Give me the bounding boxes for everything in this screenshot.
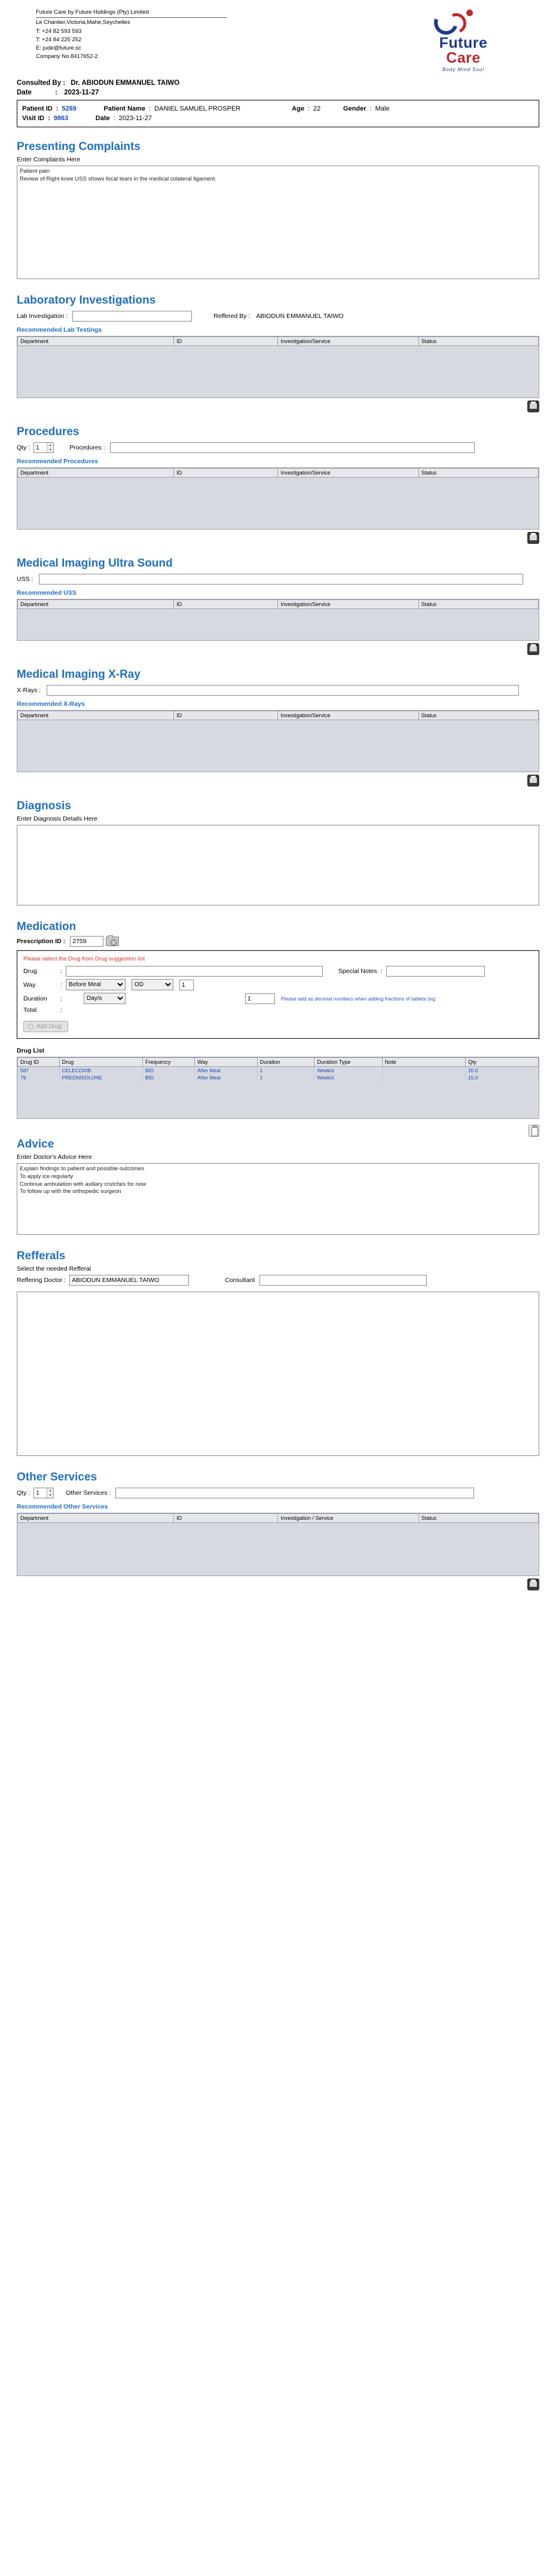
print-other-services-button[interactable] — [527, 1578, 539, 1590]
uss-grid-empty-area — [17, 609, 539, 640]
print-procedures-button[interactable] — [527, 532, 539, 544]
other-col-status: Status — [418, 1514, 538, 1523]
lab-col-status: Status — [418, 337, 538, 346]
drug-grid-empty-area — [17, 1081, 539, 1118]
print-lab-button[interactable] — [527, 400, 539, 412]
patient-name-value: DANIEL SAMUEL PROSPER — [154, 105, 241, 112]
procedures-qty-value: 1 — [36, 444, 39, 451]
drug-cell-qty: 20.0 — [466, 1067, 539, 1075]
drug-col-duration: Duration — [257, 1058, 314, 1067]
date-value: 2023-11-27 — [64, 89, 99, 96]
procedures-qty-stepper[interactable]: 1 ▲ ▼ — [33, 442, 54, 453]
gender-separator: : — [369, 105, 372, 112]
proc-col-department: Department — [18, 469, 174, 478]
clinic-email: E: jude@future.sc — [36, 45, 81, 51]
uss-grid[interactable] — [17, 599, 539, 641]
clinic-phone-1: T: +24 82 593 593 — [36, 27, 82, 35]
lab-col-department: Department — [18, 337, 174, 346]
visit-date-separator: : — [113, 115, 115, 122]
clipboard-icon[interactable] — [528, 1125, 539, 1137]
drug-label: Drug — [23, 968, 37, 975]
procedures-label: Procedures : — [69, 444, 105, 451]
visit-id-label: Visit ID — [22, 115, 45, 122]
recommended-procedures-label: Recommended Procedures — [17, 458, 98, 465]
other-col-id: ID — [174, 1514, 278, 1523]
recommended-xrays-label: Recommended X-Rays — [17, 700, 85, 708]
camera-icon[interactable] — [106, 937, 119, 946]
drug-cell-note — [382, 1067, 465, 1075]
duration-hint: Please add as decimal numbers when adding fractions of tablets (eg: — [280, 995, 436, 1002]
consulted-by-label: Consulted By : — [17, 79, 66, 87]
recommended-lab-testings-label: Recommended Lab Testings — [17, 326, 102, 334]
procedures-qty-label: Qty : — [17, 444, 30, 451]
way-select[interactable] — [66, 979, 126, 990]
procedures-input[interactable] — [110, 442, 475, 453]
prescription-id-label: Prescription ID : — [17, 938, 66, 945]
lab-col-id: ID — [174, 337, 278, 346]
add-drug-button[interactable] — [23, 1021, 68, 1032]
section-title-diagnosis: Diagnosis — [17, 800, 71, 812]
xray-col-department: Department — [18, 711, 174, 720]
other-services-input[interactable] — [115, 1488, 474, 1498]
referrals-sublabel: Select the needed Refferal — [17, 1265, 91, 1272]
uss-col-id: ID — [174, 600, 278, 609]
medication-entry-panel: Please select the Drug from Drug suggestion list Drug : Special Notes : Way : Before Meal OD 1 Duration : Day/s 1 Please add as decimal numbers when adding fractions of tablets (eg: Total : + Add Drug — [17, 950, 539, 1039]
xray-label: X-Rays : — [17, 687, 41, 694]
diagnosis-textarea[interactable] — [17, 825, 539, 905]
xray-col-service: Investigation/Service — [278, 711, 418, 720]
uss-label: USS : — [17, 576, 33, 583]
advice-textarea[interactable] — [17, 1163, 539, 1235]
table-row[interactable] — [18, 1074, 539, 1081]
plus-icon: + — [28, 1023, 34, 1030]
patient-info-box — [17, 100, 539, 127]
section-title-referrals: Refferals — [17, 1250, 66, 1262]
logo-mark-icon — [407, 10, 520, 36]
age-value: 22 — [313, 105, 321, 112]
add-drug-label: Add Drug — [36, 1023, 62, 1030]
logo — [407, 8, 520, 72]
special-notes-input[interactable] — [386, 966, 485, 977]
duration-type-select[interactable] — [84, 993, 126, 1004]
print-xray-button[interactable] — [527, 775, 539, 787]
lab-results-grid[interactable] — [17, 336, 539, 398]
drug-cell-duration-type: Week/s — [314, 1067, 382, 1075]
referrals-textarea[interactable] — [17, 1292, 539, 1456]
referred-by-label: Reffered By : — [213, 313, 250, 320]
patient-id-value: 5269 — [62, 105, 77, 112]
drug-cell-note — [382, 1074, 465, 1081]
procedures-grid[interactable] — [17, 467, 539, 530]
drug-col-qty: Qty — [466, 1058, 539, 1067]
presenting-complaints-sublabel: Enter Complaints Here — [17, 156, 81, 163]
drug-col-duration-type: Duration Type — [314, 1058, 382, 1067]
referring-doctor-input[interactable] — [69, 1275, 189, 1286]
medication-warning: Please select the Drug from Drug suggestion list — [23, 956, 145, 962]
drug-cell-id: 79 — [18, 1074, 60, 1081]
drug-cell-way: After Meal — [195, 1074, 258, 1081]
xray-grid[interactable] — [17, 710, 539, 772]
drug-cell-way: After Meal — [195, 1067, 258, 1075]
drug-cell-duration: 1 — [257, 1067, 314, 1075]
age-separator: : — [307, 105, 310, 112]
section-title-laboratory: Laboratory Investigations — [17, 294, 156, 307]
other-services-qty-stepper[interactable]: 1 ▲ ▼ — [33, 1488, 54, 1498]
visit-id-value: 9863 — [53, 115, 69, 122]
consulted-by-row — [17, 76, 539, 88]
clinic-name: Future Care by Future Holdings (Pty) Limited — [36, 8, 227, 18]
referring-doctor-label: Reffering Doctor : — [17, 1277, 66, 1284]
other-services-qty-value: 1 — [36, 1489, 39, 1497]
lab-grid-empty-area — [17, 346, 539, 397]
drug-cell-qty: 15.0 — [466, 1074, 539, 1081]
logo-text-future: Future — [439, 35, 488, 51]
patient-row-1 — [22, 104, 534, 114]
visit-date-value: 2023-11-27 — [118, 115, 152, 122]
uss-col-department: Department — [18, 600, 174, 609]
patient-name-separator: : — [149, 105, 151, 112]
way-qty-input[interactable] — [179, 980, 194, 990]
patient-name-label: Patient Name — [103, 105, 146, 112]
visit-id-separator: : — [48, 115, 50, 122]
drug-cell-duration-type: Week/s — [314, 1074, 382, 1081]
presenting-complaints-textarea[interactable] — [17, 166, 539, 279]
drug-cell-drug: PREDNISOLONE — [59, 1074, 142, 1081]
other-services-grid-empty-area — [17, 1523, 539, 1575]
section-title-presenting-complaints: Presenting Complaints — [17, 140, 140, 153]
drug-cell-frequency: BID — [143, 1067, 195, 1075]
clinic-phone-2: T: +24 84 225 252 — [36, 36, 82, 43]
patient-id-separator: : — [56, 105, 59, 112]
patient-id-label: Patient ID — [22, 105, 53, 112]
consulted-by-value: Dr. ABIODUN EMMANUEL TAIWO — [71, 79, 180, 87]
xray-input[interactable] — [47, 685, 519, 696]
xray-col-id: ID — [174, 711, 278, 720]
proc-col-service: Investigation/Service — [278, 469, 418, 478]
drug-col-note: Note — [382, 1058, 465, 1067]
lab-col-service: Investigation/Service — [278, 337, 418, 346]
xray-grid-empty-area — [17, 720, 539, 772]
referred-by-value: ABIODUN EMMANUEL TAIWO — [256, 313, 344, 320]
logo-tagline: Body Mind Soul — [442, 67, 485, 72]
total-label: Total — [23, 1006, 37, 1014]
frequency-select[interactable] — [132, 979, 173, 990]
gender-value: Male — [375, 105, 390, 112]
date-row — [17, 88, 539, 100]
patient-row-2 — [22, 114, 534, 123]
uss-col-service: Investigation/Service — [278, 600, 418, 609]
gender-label: Gender — [343, 105, 366, 112]
age-label: Age — [292, 105, 304, 112]
other-services-grid[interactable] — [17, 1513, 539, 1576]
recommended-uss-label: Recommended USS — [17, 589, 77, 596]
advice-sublabel: Enter Doctor's Advice Here — [17, 1154, 92, 1161]
prescription-id-input[interactable] — [70, 936, 103, 947]
section-title-medication: Medication — [17, 920, 77, 933]
uss-input[interactable] — [39, 574, 523, 585]
duration-input[interactable] — [245, 993, 275, 1004]
diagnosis-sublabel: Enter Diagnosis Details Here — [17, 815, 97, 822]
drug-col-id: Drug ID — [18, 1058, 60, 1067]
section-title-other-services: Other Services — [17, 1471, 97, 1483]
recommended-other-services-label: Recommended Other Services — [17, 1503, 108, 1510]
drug-cell-drug: CELECOXIB — [59, 1067, 142, 1075]
visit-date-label: Date — [95, 115, 110, 122]
print-uss-button[interactable] — [527, 643, 539, 655]
duration-label: Duration — [23, 995, 47, 1002]
uss-col-status: Status — [418, 600, 538, 609]
date-separator: : — [55, 89, 57, 96]
drug-list-grid[interactable] — [17, 1057, 539, 1119]
clinic-address-block — [36, 8, 227, 62]
other-services-qty-label: Qty : — [17, 1489, 30, 1497]
other-col-department: Department — [18, 1514, 174, 1523]
table-row[interactable] — [18, 1067, 539, 1075]
way-label: Way — [23, 981, 36, 989]
section-title-procedures: Procedures — [17, 426, 80, 438]
clinic-address: Le Chantier,Victoria,Mahe,Seychelles — [36, 19, 130, 26]
drug-col-frequency: Frequency — [143, 1058, 195, 1067]
consultant-label: Consultant — [225, 1277, 255, 1284]
lab-investigation-input[interactable] — [72, 311, 192, 322]
lab-investigation-label: Lab Investigation : — [17, 313, 68, 320]
drug-cell-frequency: BID — [143, 1074, 195, 1081]
proc-col-id: ID — [174, 469, 278, 478]
special-notes-label: Special Notes — [338, 968, 377, 975]
clinic-company-no: Company No.8417652-2 — [36, 53, 98, 60]
other-col-service: Investigation / Service — [278, 1514, 418, 1523]
other-services-label: Other Services : — [66, 1489, 111, 1497]
drug-list-label: Drug List — [17, 1047, 45, 1054]
proc-col-status: Status — [418, 469, 538, 478]
drug-col-drug: Drug — [59, 1058, 142, 1067]
section-title-xray: Medical Imaging X-Ray — [17, 668, 140, 681]
logo-text-care: Care — [446, 50, 481, 66]
procedures-grid-empty-area — [17, 478, 539, 529]
drug-input[interactable] — [66, 966, 323, 977]
drug-cell-duration: 1 — [257, 1074, 314, 1081]
xray-col-status: Status — [418, 711, 538, 720]
consultant-input[interactable] — [259, 1275, 427, 1286]
date-label: Date — [17, 89, 32, 96]
drug-col-way: Way — [195, 1058, 258, 1067]
clinic-header — [0, 0, 556, 76]
section-title-advice: Advice — [17, 1138, 54, 1151]
drug-cell-id: 587 — [18, 1067, 60, 1075]
section-title-uss: Medical Imaging Ultra Sound — [17, 557, 173, 570]
